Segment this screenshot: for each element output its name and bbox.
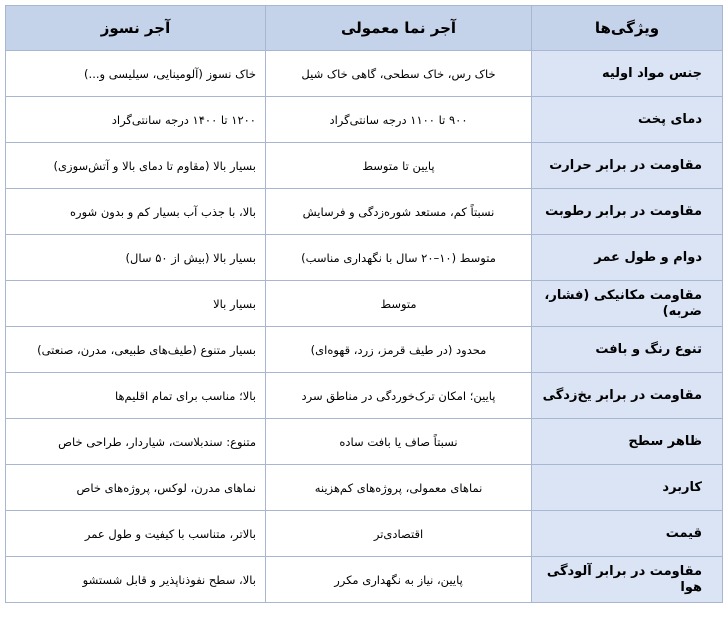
comparison-table-container <box>5 5 722 603</box>
header-refractory-brick: آجر نسوز <box>6 6 266 51</box>
refractory-brick-cell: بسیار بالا (بیش از ۵۰ سال) <box>6 235 266 281</box>
ordinary-brick-cell: ۹۰۰ تا ۱۱۰۰ درجه سانتی‌گراد <box>266 97 532 143</box>
feature-cell: دمای پخت <box>532 97 723 143</box>
feature-cell: جنس مواد اولیه <box>532 51 723 97</box>
feature-cell: مقاومت در برابر حرارت <box>532 143 723 189</box>
ordinary-brick-cell: متوسط <box>266 281 532 327</box>
table-row <box>6 281 723 327</box>
refractory-brick-cell: بسیار بالا (مقاوم تا دمای بالا و آتش‌سوزی) <box>6 143 266 189</box>
feature-cell: کاربرد <box>532 465 723 511</box>
refractory-brick-cell: متنوع: سندبلاست، شیاردار، طراحی خاص <box>6 419 266 465</box>
table-row <box>6 51 723 97</box>
table-row <box>6 373 723 419</box>
ordinary-brick-cell: اقتصادی‌تر <box>266 511 532 557</box>
table-row <box>6 465 723 511</box>
table-row <box>6 143 723 189</box>
ordinary-brick-cell: خاک رس، خاک سطحی، گاهی خاک شیل <box>266 51 532 97</box>
refractory-brick-cell: بالا، سطح نفوذناپذیر و قابل شستشو <box>6 557 266 603</box>
refractory-brick-cell: بالا، با جذب آب بسیار کم و بدون شوره <box>6 189 266 235</box>
feature-cell: ظاهر سطح <box>532 419 723 465</box>
table-row <box>6 235 723 281</box>
refractory-brick-cell: خاک نسوز (آلومینایی، سیلیسی و...) <box>6 51 266 97</box>
header-ordinary-facing-brick: آجر نما معمولی <box>266 6 532 51</box>
refractory-brick-cell: نماهای مدرن، لوکس، پروژه‌های خاص <box>6 465 266 511</box>
ordinary-brick-cell: پایین؛ امکان ترک‌خوردگی در مناطق سرد <box>266 373 532 419</box>
ordinary-brick-cell: متوسط (۱۰–۲۰ سال با نگهداری مناسب) <box>266 235 532 281</box>
feature-cell: قیمت <box>532 511 723 557</box>
table-row <box>6 189 723 235</box>
ordinary-brick-cell: نماهای معمولی، پروژه‌های کم‌هزینه <box>266 465 532 511</box>
table-row <box>6 327 723 373</box>
feature-cell: مقاومت مکانیکی (فشار، ضربه) <box>532 281 723 327</box>
feature-cell: دوام و طول عمر <box>532 235 723 281</box>
ordinary-brick-cell: پایین تا متوسط <box>266 143 532 189</box>
ordinary-brick-cell: نسبتاً کم، مستعد شوره‌زدگی و فرسایش <box>266 189 532 235</box>
header-features: ویژگی‌ها <box>532 6 723 51</box>
refractory-brick-cell: بسیار متنوع (طیف‌های طبیعی، مدرن، صنعتی) <box>6 327 266 373</box>
feature-cell: مقاومت در برابر آلودگی هوا <box>532 557 723 603</box>
table-row <box>6 557 723 603</box>
table-row <box>6 97 723 143</box>
feature-cell: مقاومت در برابر رطوبت <box>532 189 723 235</box>
header-row <box>6 6 723 51</box>
refractory-brick-cell: بالا؛ مناسب برای تمام اقلیم‌ها <box>6 373 266 419</box>
ordinary-brick-cell: محدود (در طیف قرمز، زرد، قهوه‌ای) <box>266 327 532 373</box>
feature-cell: مقاومت در برابر یخ‌زدگی <box>532 373 723 419</box>
ordinary-brick-cell: پایین، نیاز به نگهداری مکرر <box>266 557 532 603</box>
refractory-brick-cell: بالاتر، متناسب با کیفیت و طول عمر <box>6 511 266 557</box>
table-row <box>6 511 723 557</box>
refractory-brick-cell: بسیار بالا <box>6 281 266 327</box>
refractory-brick-cell: ۱۲۰۰ تا ۱۴۰۰ درجه سانتی‌گراد <box>6 97 266 143</box>
ordinary-brick-cell: نسبتاً صاف یا بافت ساده <box>266 419 532 465</box>
feature-cell: تنوع رنگ و بافت <box>532 327 723 373</box>
brick-comparison-table <box>5 5 723 603</box>
table-row <box>6 419 723 465</box>
